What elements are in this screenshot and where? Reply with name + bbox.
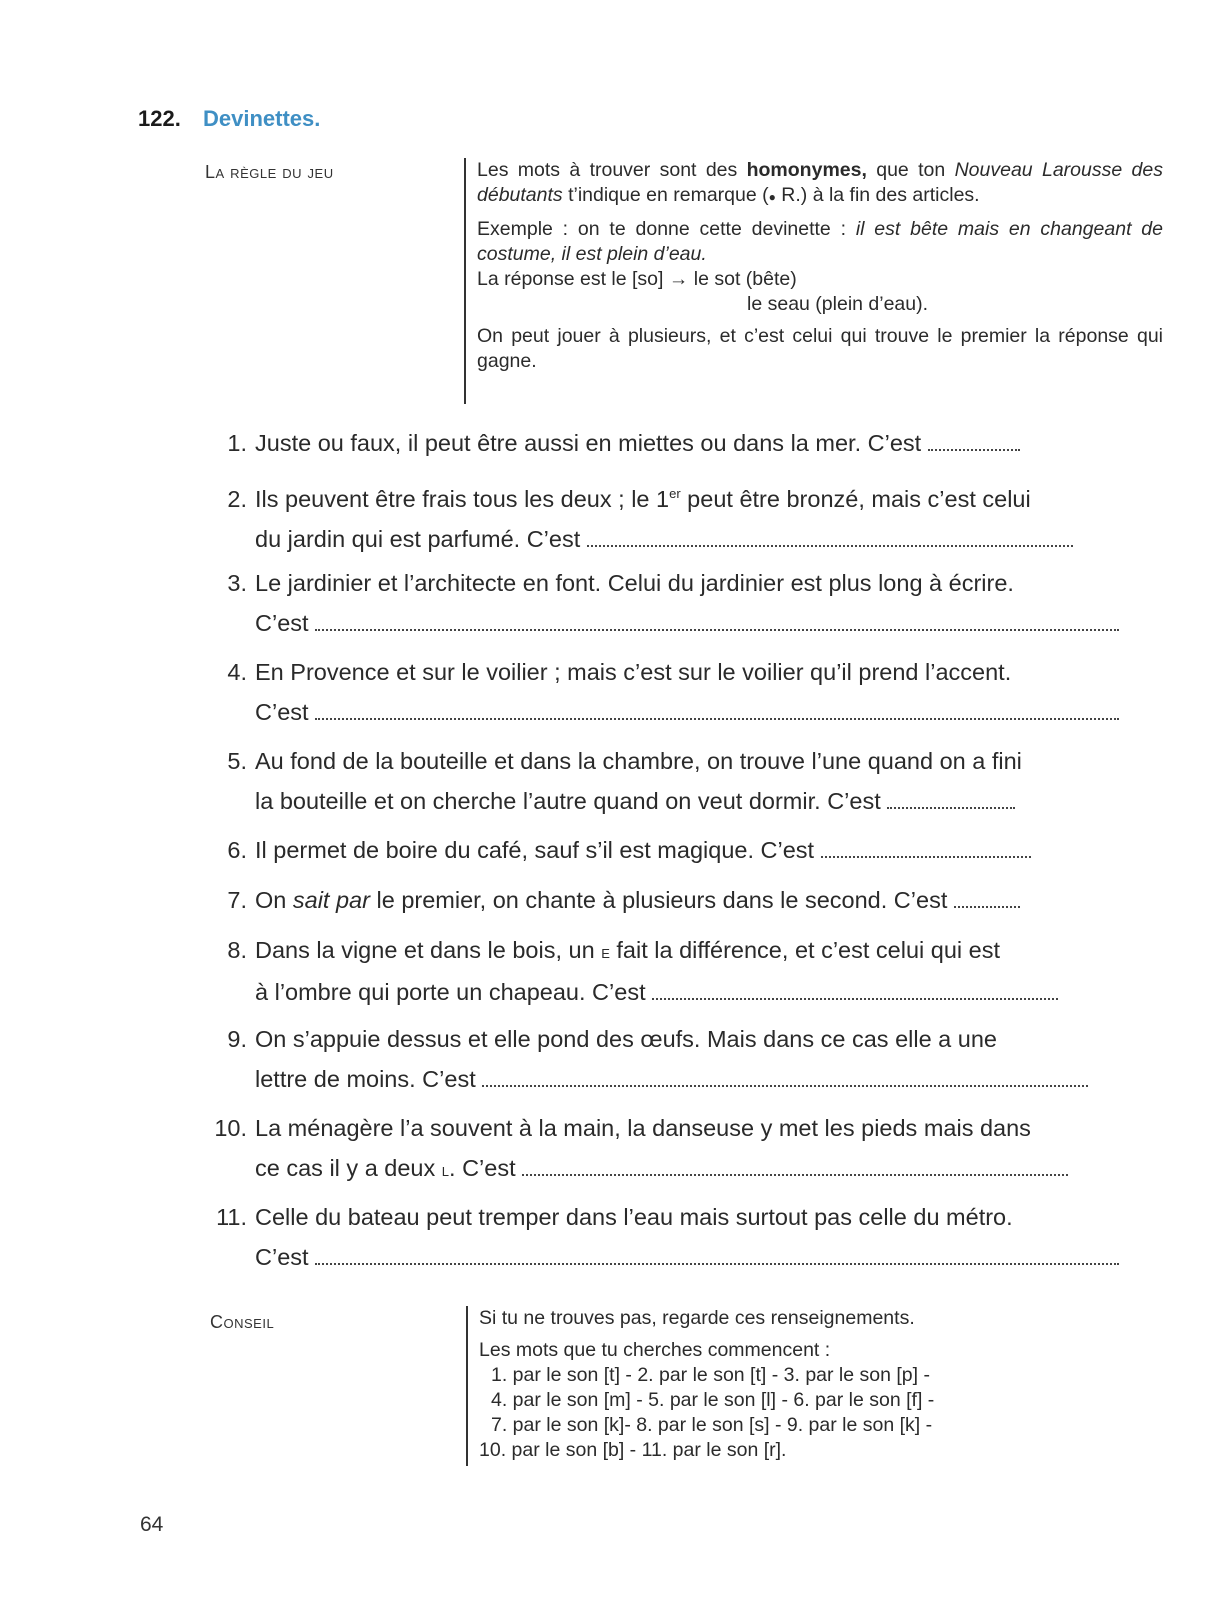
bullet-icon: ● <box>768 190 776 204</box>
answer-blank[interactable] <box>315 704 1119 720</box>
exercise-number: 122. <box>138 106 181 131</box>
advice-hint-1: 1. par le son [t] - 2. par le son [t] - 3. par le son [p] - <box>491 1364 930 1386</box>
advice-hint-3: 7. par le son [k]- 8. par le son [s] - 9. par le son [k] - <box>491 1414 933 1436</box>
rules-paragraph-1: Les mots à trouver sont des homonymes, que ton Nouveau Larousse des débutants t’indique en remarque (● R.) à la fin des articles. <box>477 159 1163 206</box>
rules-box <box>464 158 1163 404</box>
question-8: 8. Dans la vigne et dans le bois, un e fait la différence, et c’est celui qui est à l’ombre qui porte un chapeau. C’est <box>200 930 1152 1012</box>
page-number: 64 <box>140 1513 164 1536</box>
question-7: 7. On sait par le premier, on chante à plusieurs dans le second. C’est <box>200 880 1152 920</box>
rules-label: La règle du jeu <box>205 162 334 182</box>
advice-hint-4: 10. par le son [b] - 11. par le son [r]. <box>479 1439 787 1461</box>
question-6: 6. Il permet de boire du café, sauf s’il est magique. C’est <box>200 830 1152 870</box>
rules-answer-line-1: La réponse est le [so] → le sot (bête) <box>477 268 797 290</box>
question-10: 10. La ménagère l’a souvent à la main, la danseuse y met les pieds mais dans ce cas il y a deux l. C’est <box>200 1108 1152 1190</box>
question-9: 9. On s’appuie dessus et elle pond des œufs. Mais dans ce cas elle a une lettre de moins. C’est <box>200 1019 1152 1099</box>
advice-hint-2: 4. par le son [m] - 5. par le son [l] - 6. par le son [f] - <box>491 1389 935 1411</box>
question-2: 2. Ils peuvent être frais tous les deux ; le 1er peut être bronzé, mais c’est celui du jardin qui est parfumé. C’est <box>200 474 1152 559</box>
question-1: 1. Juste ou faux, il peut être aussi en miettes ou dans la mer. C’est <box>200 423 1152 463</box>
rules-paragraph-4: On peut jouer à plusieurs, et c’est celui qui trouve le premier la réponse qui gagne. <box>477 325 1163 372</box>
question-11: 11. Celle du bateau peut tremper dans l’eau mais surtout pas celle du métro. C’est <box>200 1197 1152 1277</box>
answer-blank[interactable] <box>887 793 1015 809</box>
answer-blank[interactable] <box>928 435 1020 451</box>
advice-line-2: Les mots que tu cherches commencent : <box>479 1339 831 1361</box>
advice-label: Conseil <box>210 1312 275 1332</box>
answer-blank[interactable] <box>954 892 1020 908</box>
answer-blank[interactable] <box>522 1160 1068 1176</box>
answer-blank[interactable] <box>587 531 1073 547</box>
question-3: 3. Le jardinier et l’architecte en font. Celui du jardinier est plus long à écrire. C’est <box>200 563 1152 643</box>
question-4: 4. En Provence et sur le voilier ; mais c’est sur le voilier qu’il prend l’accent. C’est <box>200 652 1152 732</box>
exercise-title: Devinettes. <box>203 106 321 131</box>
question-5: 5. Au fond de la bouteille et dans la chambre, on trouve l’une quand on a fini la bouteille et on cherche l’autre quand on veut dormir. C’est <box>227 748 1022 814</box>
rules-paragraph-2: Exemple : on te donne cette devinette : il est bête mais en changeant de costume, il est plein d’eau. <box>477 218 1163 265</box>
answer-blank[interactable] <box>315 1249 1119 1265</box>
answer-blank[interactable] <box>315 615 1119 631</box>
rules-answer-line-2: le seau (plein d’eau). <box>747 293 929 315</box>
answer-blank[interactable] <box>482 1071 1088 1087</box>
answer-blank[interactable] <box>821 842 1031 858</box>
advice-box <box>466 1306 1129 1466</box>
answer-blank[interactable] <box>652 984 1058 1000</box>
advice-line-1: Si tu ne trouves pas, regarde ces renseignements. <box>479 1307 915 1329</box>
